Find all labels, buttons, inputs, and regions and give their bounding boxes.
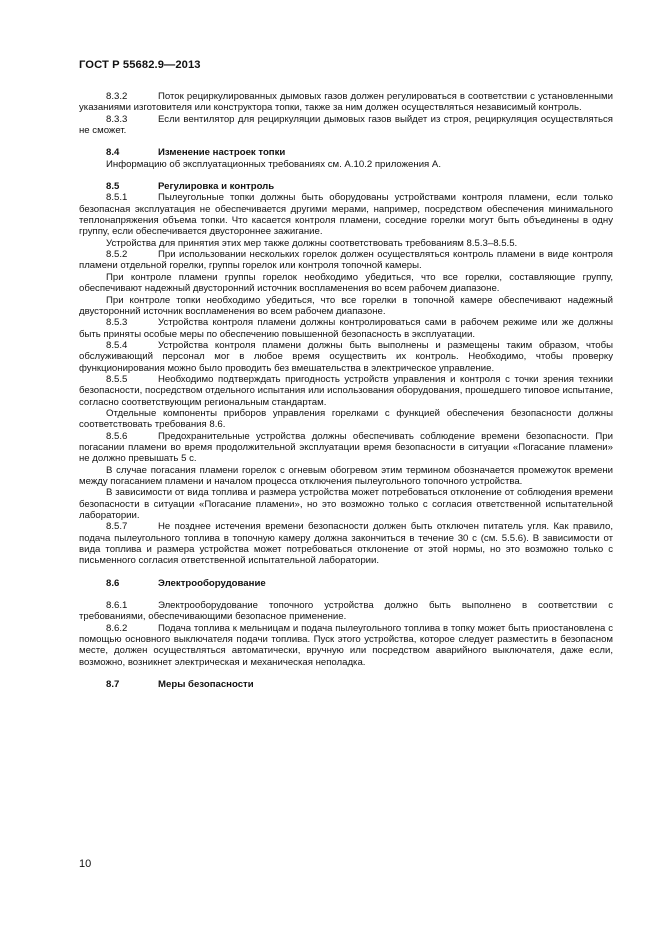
- paragraph-text: Электрооборудование топочного устройства должно быть выполнено в соответствии с требованиями, обеспечивающими безопасное применение.: [79, 600, 613, 623]
- paragraph-text: Необходимо подтверждать пригодность устройств управления и контроля с точки зрения техники безопасности, посредством отдельного испытания или использования оборудования, прошедшего типовое испытание, согласно соответствующим региональным стандартам.: [79, 373, 613, 408]
- paragraph-text: Пылеугольные топки должны быть оборудованы устройствами контроля пламени, если только безопасная эксплуатация не обеспечивается другими мерами, например, посредством обеспечения минимального теплонапряжения объема топки. Что касается контроля пламени, соседние горелки могут быть объединены в одну группу, если обеспечивается двустороннее зажигание.: [79, 192, 613, 238]
- clause-number: 8.3.2: [106, 91, 128, 102]
- heading-text: Регулировка и контроль: [158, 181, 275, 193]
- document-body: [79, 91, 613, 691]
- paragraph: [79, 91, 613, 114]
- paragraph-text: Подача топлива к мельницам и подача пылеугольного топлива в топку может быть приостановлена с помощью основного выключателя подачи топлива. Пуск этого устройства, которое следует разместить в безопасном месте, должен осуществляться автоматически, вручную или посредством аварийного выключателя, даже если, возможно, возникнет электрическая и механическая неполадка.: [79, 622, 613, 668]
- heading-text: Электрооборудование: [158, 577, 266, 589]
- clause-number: 8.5.6: [106, 430, 128, 442]
- paragraph-text: При контроле пламени группы горелок необходимо убедиться, что все горелки, составляющие группу, обеспечивают надежный двусторонний источник воспламенения во всем рабочем диапазоне.: [79, 271, 613, 295]
- paragraph-text: В случае погасания пламени горелок с огневым обогревом этим термином обозначается промежуток времени между погасанием пламени и началом процесса отключения пылеугольного топочного устройства.: [79, 464, 613, 487]
- document-header: ГОСТ Р 55682.9—2013: [79, 59, 201, 71]
- paragraph-text: При использовании нескольких горелок должен осуществляться контроль пламени в виде контроля пламени отдельной горелки, группы горелок или контроля топочной камеры.: [79, 249, 613, 272]
- clause-number: 8.5.3: [106, 317, 128, 329]
- clause-number: 8.4: [106, 147, 120, 159]
- paragraph: [79, 408, 613, 431]
- clause-number: 8.6.1: [106, 600, 128, 612]
- paragraph-text: Если вентилятор для рециркуляции дымовых газов выйдет из строя, рециркуляция осуществляться не сможет.: [79, 113, 613, 137]
- paragraph: [79, 340, 613, 374]
- section-heading: [79, 181, 613, 192]
- heading-text: Изменение настроек топки: [158, 147, 286, 159]
- paragraph: [79, 295, 613, 318]
- paragraph-text: Устройства контроля пламени должны контролироваться сами в рабочем режиме или же должны быть приняты особые меры по обеспечению повышенной безопасность в эксплуатации.: [79, 317, 613, 340]
- paragraph-text: Предохранительные устройства должны обеспечивать соблюдение времени безопасности. При погасании пламени во время продолжительной эксплуатации время безопасности в ситуации «Погасание пламени» не должно превышать 5 с.: [79, 430, 613, 465]
- clause-number: 8.5.7: [106, 521, 128, 533]
- clause-number: 8.3.3: [106, 113, 128, 125]
- paragraph: [79, 521, 613, 566]
- paragraph: [79, 600, 613, 623]
- paragraph: [79, 431, 613, 465]
- paragraph-text: В зависимости от вида топлива и размера устройства может потребоваться отклонение от соблюдения времени безопасности в ситуации «Погасание пламени», но это возможно только с согласия ответственной испытательной лаборатории.: [79, 487, 613, 522]
- heading-text: Меры безопасности: [158, 679, 254, 691]
- clause-number: 8.5.4: [106, 339, 128, 351]
- section-heading: [79, 147, 613, 158]
- paragraph-text: Устройства для принятия этих мер также должны соответствовать требованиям 8.5.3–8.5.5.: [106, 237, 518, 249]
- paragraph: [79, 623, 613, 668]
- paragraph-text: Информацию об эксплуатационных требованиях см. А.10.2 приложения А.: [106, 158, 441, 170]
- paragraph-text: Устройства контроля пламени должны быть выполнены и размещены таким образом, чтобы обслуживающий персонал мог в любое время осуществить их контроль. Необходимо, чтобы проверку функционирования можно было проводить без вмешательства в электрическое управление.: [79, 339, 613, 374]
- section-heading: [79, 679, 613, 690]
- paragraph-text: Отдельные компоненты приборов управления горелками с функцией обеспечения безопасности должны соответствовать требования 8.6.: [79, 407, 613, 431]
- clause-number: 8.6.2: [106, 622, 128, 634]
- paragraph-text: Не позднее истечения времени безопасности должен быть отключен питатель угля. Как правило, подача пылеугольного топлива в топочную камеру должна закончиться в течение 30 с (см. 5.5.6). В зависимости от вида топлива и размера устройства может потребоваться отклонение от этой нормы, но это возможно только с письменного согласия ответственной испытательной лаборатории.: [79, 521, 613, 567]
- paragraph: [79, 272, 613, 295]
- paragraph-text: Поток рециркулированных дымовых газов должен регулироваться в соответствии с установленными указаниями изготовителя или конструктора топки, также за ним должен осуществляться независимый контроль.: [79, 91, 613, 114]
- clause-number: 8.5.1: [106, 192, 128, 204]
- paragraph: [79, 159, 613, 170]
- section-heading: [79, 578, 613, 589]
- paragraph: [79, 249, 613, 272]
- paragraph: [79, 374, 613, 408]
- paragraph: [79, 192, 613, 237]
- clause-number: 8.5: [106, 181, 120, 193]
- clause-number: 8.5.2: [106, 249, 128, 261]
- paragraph: [79, 238, 613, 249]
- clause-number: 8.7: [106, 679, 120, 691]
- clause-number: 8.6: [106, 577, 120, 589]
- paragraph: [79, 114, 613, 137]
- clause-number: 8.5.5: [106, 373, 128, 385]
- paragraph: [79, 317, 613, 340]
- spacer: [79, 589, 613, 600]
- paragraph-text: При контроле топки необходимо убедиться, что все горелки в топочной камере обеспечивают надежный двусторонний источник воспламенения во всем рабочем диапазоне.: [79, 294, 613, 317]
- paragraph: [79, 487, 613, 521]
- paragraph: [79, 465, 613, 488]
- page-number: 10: [79, 858, 92, 870]
